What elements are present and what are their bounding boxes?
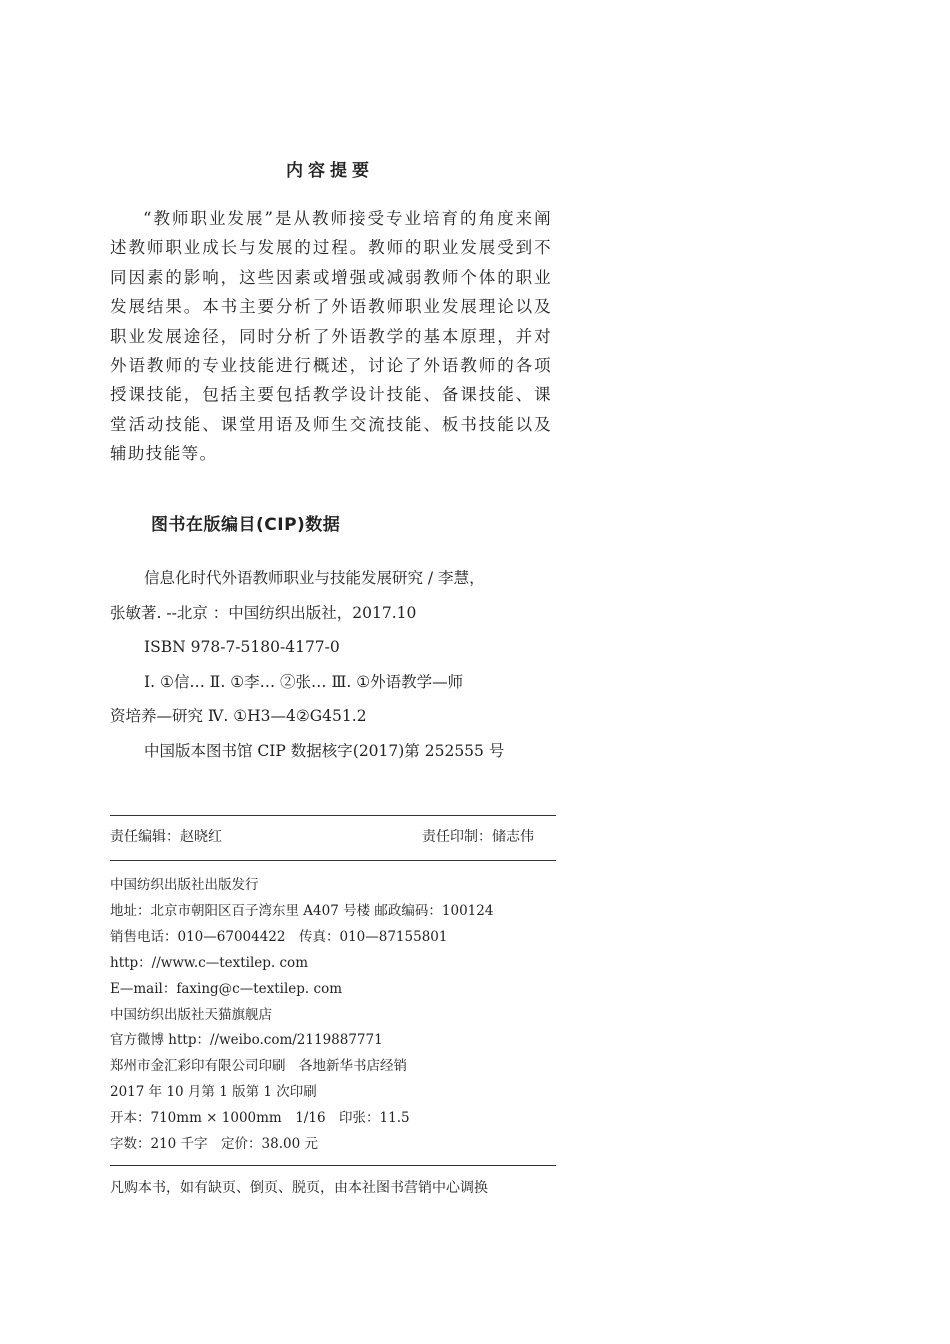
cip-heading: 图书在版编目(CIP)数据 [151,515,341,535]
responsible-editor: 责任编辑：赵晓红 [110,829,222,845]
summary-heading: 内容提要 [286,161,374,181]
publisher-tmall-store: 中国纺织出版社天猫旗舰店 [110,1006,272,1023]
credits-row [110,826,534,846]
printer-distributor: 郑州市金汇彩印有限公司印刷 各地新华书店经销 [110,1058,407,1075]
divider-top [110,815,556,816]
word-count-price: 字数：210 千字 定价：38.00 元 [110,1136,318,1153]
divider-middle [110,860,556,861]
printing-supervisor: 责任印制：储志伟 [422,829,534,845]
publisher-name: 中国纺织出版社出版发行 [110,877,259,893]
cip-title-line-2: 张敏著. --北京 ：中国纺织出版社，2017.10 [110,603,417,622]
cip-number: 中国版本图书馆 CIP 数据核字(2017)第 252555 号 [144,741,505,760]
publisher-phone-fax: 销售电话：010—67004422 传真：010—87155801 [110,928,448,945]
publisher-weibo: 官方微博 http：//weibo.com/2119887771 [110,1032,383,1049]
publisher-info [110,873,556,1158]
format-sheets: 开本：710mm × 1000mm 1/16 印张：11.5 [110,1110,410,1127]
cip-isbn: ISBN 978-7-5180-4177-0 [144,638,340,656]
cip-classification-line-2: 资培养—研究 Ⅳ. ①H3—4②G451.2 [110,707,367,725]
publisher-website: http：//www.c—textilep. com [110,954,308,971]
publisher-address: 地址：北京市朝阳区百子湾东里 A407 号楼 邮政编码：100124 [110,902,494,919]
divider-bottom [110,1165,556,1166]
edition-printing: 2017 年 10 月第 1 版第 1 次印刷 [110,1084,317,1101]
cip-classification-line-1: Ⅰ. ①信… Ⅱ. ①李… ②张… Ⅲ. ①外语教学—师 [144,672,464,691]
summary-paragraph: “教师职业发展”是从教师接受专业培育的角度来阐述教师职业成长与发展的过程。教师的职业发展受到不同因素的影响，这些因素或增强或减弱教师个体的职业发展结果。本书主要分析了外语教师职业发展理论以及职业发展途径，同时分析了外语教学的基本原理，并对外语教师的专业技能进行概述，讨论了外语教师的各项授课技能，包括主要包括教学设计技能、备课技能、课堂活动技能、课堂用语及师生交流技能、板书技能以及辅助技能等。 [110,209,552,464]
exchange-notice: 凡购本书，如有缺页、倒页、脱页，由本社图书营销中心调换 [110,1180,488,1196]
cip-title-line-1: 信息化时代外语教师职业与技能发展研究 / 李慧， [144,569,485,587]
cip-data-block [110,561,550,768]
publisher-email: E—mail：faxing@c—textilep. com [110,980,343,997]
